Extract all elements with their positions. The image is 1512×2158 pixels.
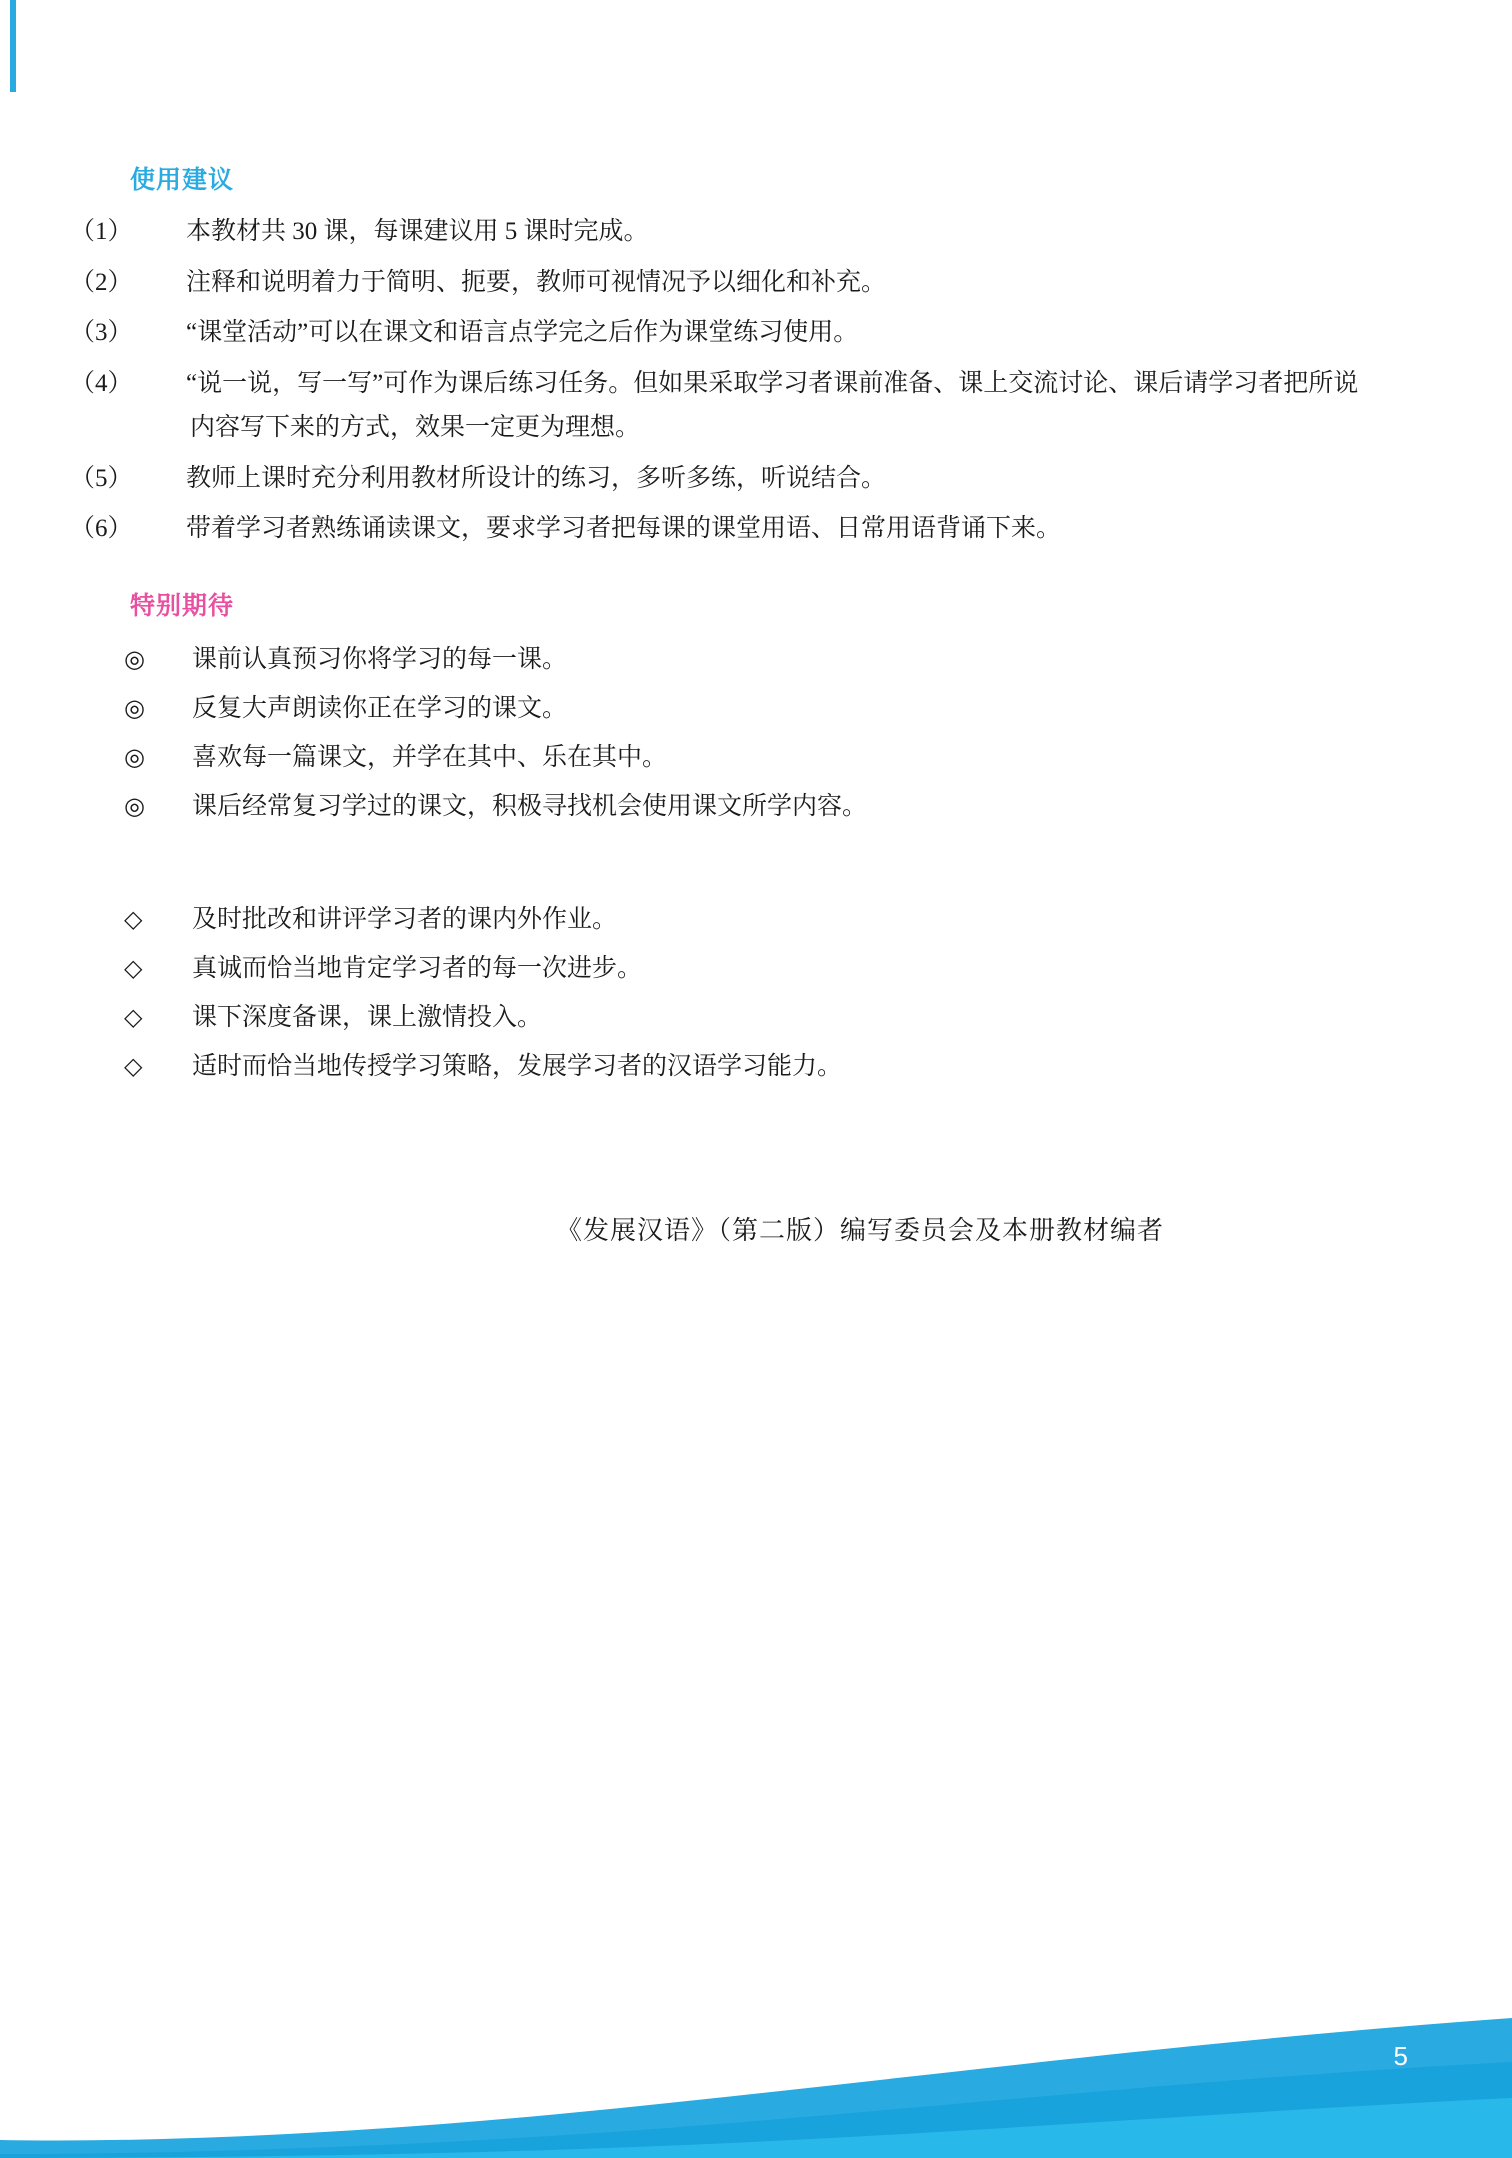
list-item-label: 课后经常复习学过的课文，积极寻找机会使用课文所学内容。 bbox=[192, 792, 868, 820]
usage-item bbox=[70, 261, 1360, 306]
usage-item-number: （3） bbox=[70, 319, 133, 346]
list-item-label: 反复大声朗读你正在学习的课文。 bbox=[192, 694, 568, 722]
list-item bbox=[124, 783, 1360, 830]
expectations-teacher-list bbox=[124, 896, 1360, 1090]
usage-item-text: “课堂活动”可以在课文和语言点学完之后作为课堂练习使用。 bbox=[186, 319, 859, 346]
usage-item bbox=[70, 507, 1360, 552]
list-item bbox=[124, 1043, 1360, 1090]
usage-item-number: （1） bbox=[70, 218, 133, 245]
diamond-bullet-icon: ◇ bbox=[124, 956, 143, 983]
circle-bullet-icon: ◎ bbox=[124, 744, 145, 771]
diamond-bullet-icon: ◇ bbox=[124, 906, 143, 933]
expectations-student-list bbox=[124, 636, 1360, 830]
list-item-label: 真诚而恰当地肯定学习者的每一次进步。 bbox=[192, 955, 643, 983]
list-item-label: 课前认真预习你将学习的每一课。 bbox=[192, 645, 568, 673]
list-item-label: 喜欢每一篇课文，并学在其中、乐在其中。 bbox=[192, 743, 668, 771]
list-item-label: 及时批改和讲评学习者的课内外作业。 bbox=[192, 905, 618, 933]
page-number: 5 bbox=[1393, 2041, 1408, 2071]
usage-item-number: （6） bbox=[70, 515, 133, 542]
list-item bbox=[124, 636, 1360, 683]
signature-line: 《发展汉语》（第二版）编写委员会及本册教材编者 bbox=[555, 1216, 1164, 1246]
usage-item-text: 教师上课时充分利用教材所设计的练习，多听多练，听说结合。 bbox=[186, 464, 887, 492]
page-content bbox=[70, 160, 1360, 1273]
circle-bullet-icon: ◎ bbox=[124, 646, 145, 673]
list-item-label: 适时而恰当地传授学习策略，发展学习者的汉语学习能力。 bbox=[192, 1053, 843, 1081]
top-edge-marker bbox=[10, 0, 16, 92]
usage-item-text: 带着学习者熟练诵读课文，要求学习者把每课的课堂用语、日常用语背诵下来。 bbox=[186, 515, 1062, 542]
usage-item-text: “说一说，写一写”可作为课后练习任务。但如果采取学习者课前准备、课上交流讨论、课后请学习者把所说内容写下来的方式，效果一定更为理想。 bbox=[186, 369, 1359, 441]
usage-item bbox=[70, 362, 1360, 451]
list-item bbox=[124, 896, 1360, 943]
usage-item-number: （5） bbox=[70, 464, 133, 492]
circle-bullet-icon: ◎ bbox=[124, 793, 145, 820]
list-item bbox=[124, 994, 1360, 1041]
usage-item bbox=[70, 210, 1360, 255]
diamond-bullet-icon: ◇ bbox=[124, 1005, 143, 1032]
circle-bullet-icon: ◎ bbox=[124, 695, 145, 722]
footer-wave-decoration bbox=[0, 1988, 1512, 2158]
list-group-spacer bbox=[130, 832, 1360, 888]
diamond-bullet-icon: ◇ bbox=[124, 1054, 143, 1081]
list-item bbox=[124, 685, 1360, 732]
usage-item-text: 注释和说明着力于简明、扼要，教师可视情况予以细化和补充。 bbox=[186, 268, 887, 296]
usage-item-number: （2） bbox=[70, 268, 133, 296]
list-item bbox=[124, 734, 1360, 781]
list-item-label: 课下深度备课，课上激情投入。 bbox=[192, 1004, 543, 1032]
usage-item bbox=[70, 457, 1360, 502]
usage-item bbox=[70, 311, 1360, 356]
section-title-usage-suggestions: 使用建议 bbox=[130, 166, 235, 194]
usage-item-number: （4） bbox=[70, 369, 133, 397]
section-title-special-expectations: 特别期待 bbox=[130, 591, 235, 620]
list-item bbox=[124, 945, 1360, 992]
usage-item-text: 本教材共 30 课，每课建议用 5 课时完成。 bbox=[186, 218, 649, 245]
